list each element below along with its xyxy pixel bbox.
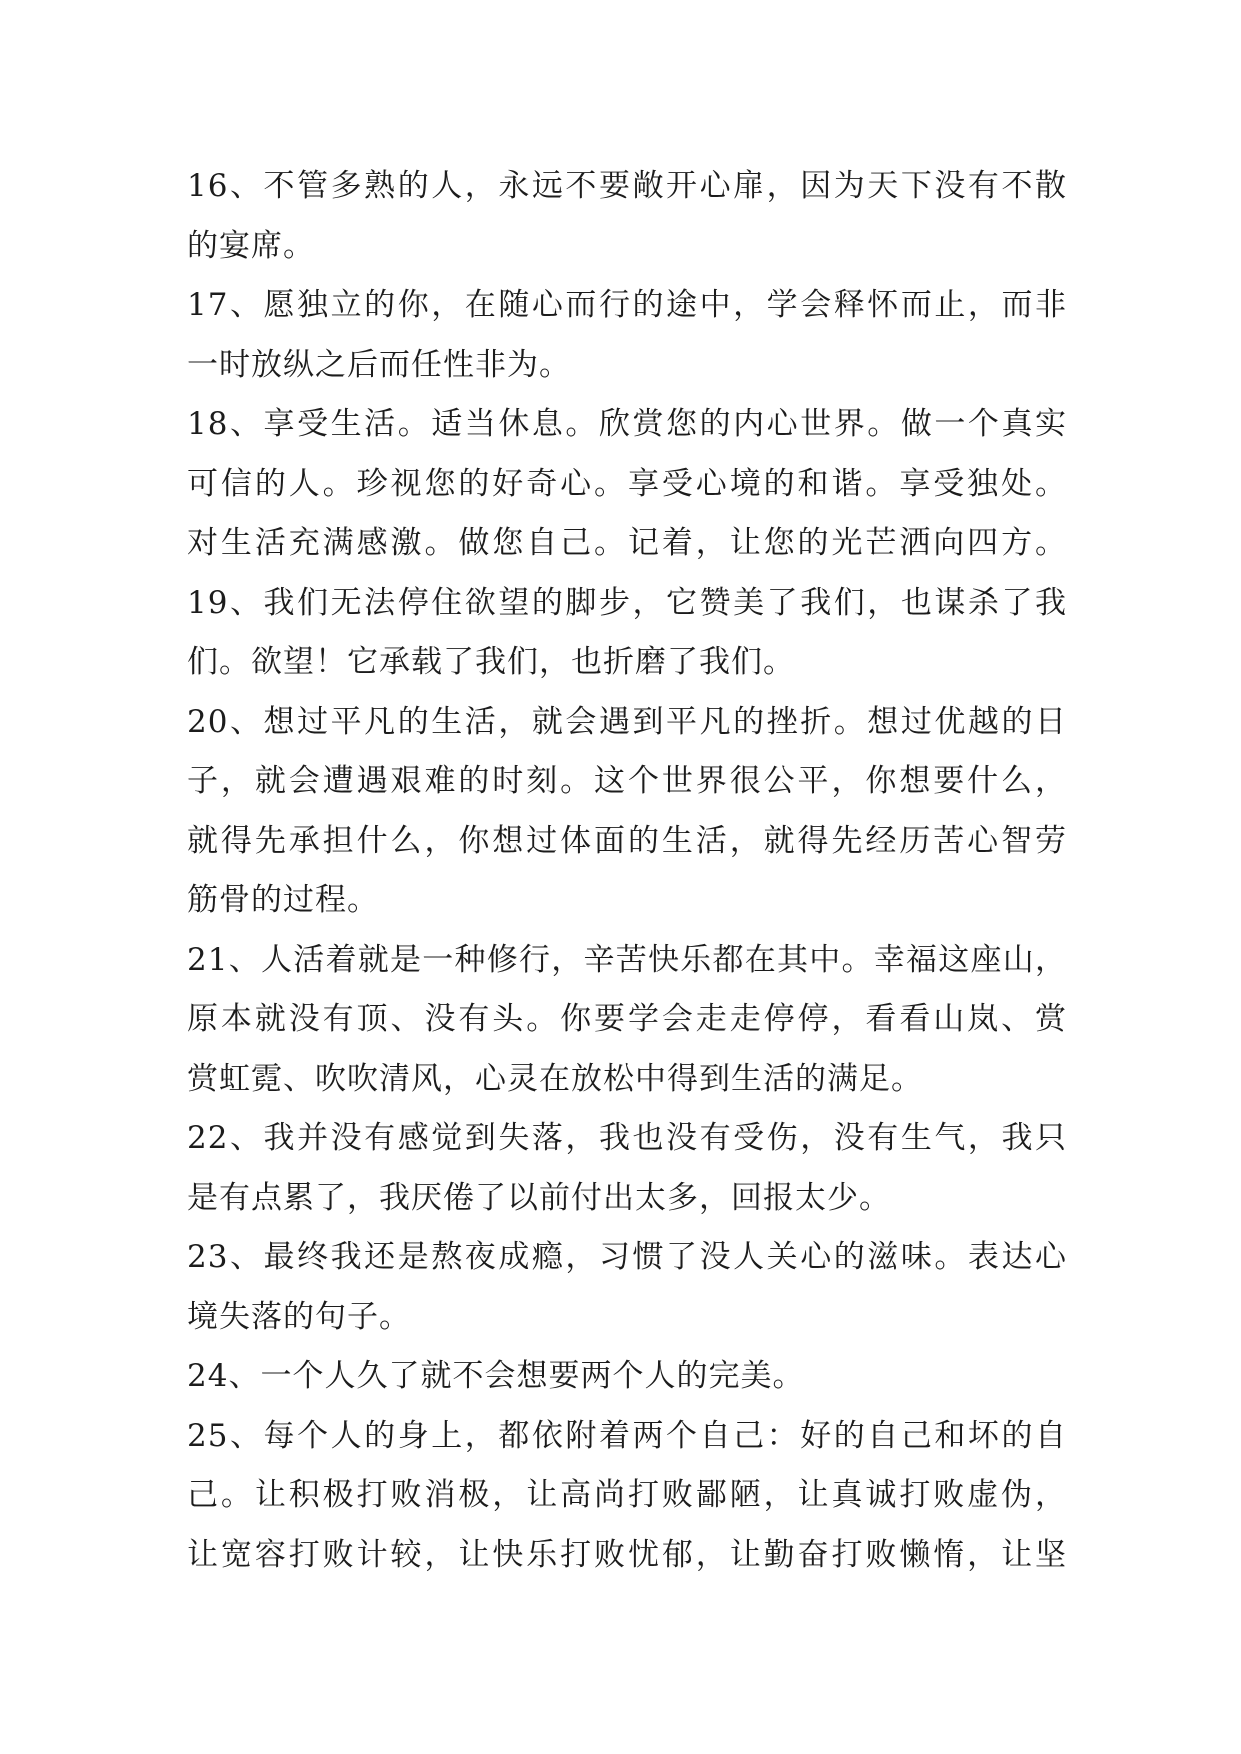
text-line: 就得先承担什么，你想过体面的生活，就得先经历苦心智劳 [187,822,1067,859]
text-line: 子，就会遭遇艰难的时刻。这个世界很公平，你想要什么， [187,763,1067,799]
text-line: 一时放纵之后而任性非为。 [187,346,571,383]
text-line: 筋骨的过程。 [187,882,379,918]
text-line: 对生活充满感激。做您自己。记着，让您的光芒洒向四方。 [187,525,1067,561]
text-line: 21、人活着就是一种修行，辛苦快乐都在其中。幸福这座山， [187,941,1067,978]
text-line: 24、一个人久了就不会想要两个人的完美。 [187,1358,805,1394]
text-line: 们。欲望！它承载了我们，也折磨了我们。 [187,644,795,680]
text-line: 18、享受生活。适当休息。欣赏您的内心世界。做一个真实 [187,406,1067,442]
text-line: 16、不管多熟的人，永远不要敞开心扉，因为天下没有不散 [187,168,1067,204]
text-line: 境失落的句子。 [187,1298,411,1335]
text-line: 23、最终我还是熬夜成瘾，习惯了没人关心的滋味。表达心 [187,1239,1067,1275]
text-line: 17、愿独立的你，在随心而行的途中，学会释怀而止，而非 [187,287,1067,323]
document-body [187,157,1067,1585]
text-line: 22、我并没有感觉到失落，我也没有受伤，没有生气，我只 [187,1120,1067,1156]
text-line: 己。让积极打败消极，让高尚打败鄙陋，让真诚打败虚伪， [187,1477,1067,1513]
text-line: 原本就没有顶、没有头。你要学会走走停停，看看山岚、赏 [187,1001,1067,1037]
text-line: 赏虹霓、吹吹清风，心灵在放松中得到生活的满足。 [187,1060,923,1097]
text-line: 是有点累了，我厌倦了以前付出太多，回报太少。 [187,1179,891,1216]
text-line: 让宽容打败计较，让快乐打败忧郁，让勤奋打败懒惰，让坚 [187,1536,1067,1573]
text-line: 25、每个人的身上，都依附着两个自己：好的自己和坏的自 [187,1417,1067,1454]
text-line: 20、想过平凡的生活，就会遇到平凡的挫折。想过优越的日 [187,703,1067,740]
text-line: 19、我们无法停住欲望的脚步，它赞美了我们，也谋杀了我 [187,584,1067,621]
text-line: 的宴席。 [187,227,315,264]
text-line: 可信的人。珍视您的好奇心。享受心境的和谐。享受独处。 [187,465,1067,502]
